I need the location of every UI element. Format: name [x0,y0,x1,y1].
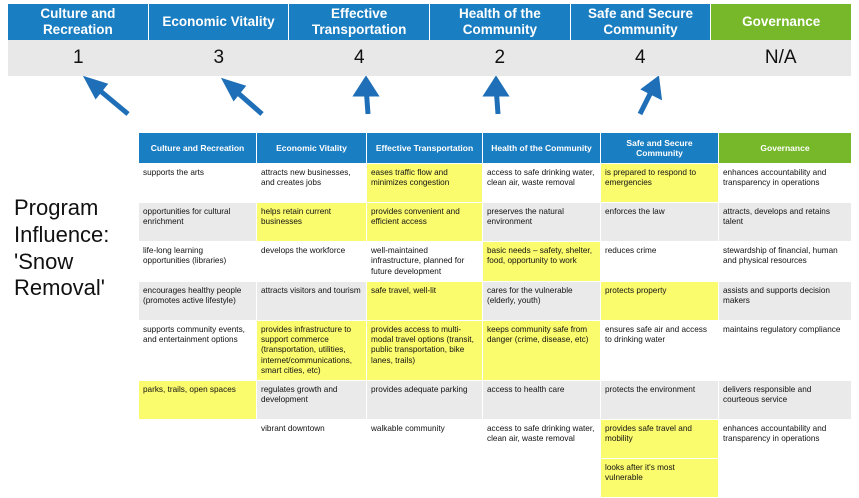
matrix-cell: provides convenient and efficient access [367,203,483,242]
pillar-score-cell: 2 [494,47,506,68]
arrow-head-health [487,80,505,94]
matrix-cell: enhances accountability and transparency in operations [719,420,852,459]
matrix-cell: vibrant downtown [257,420,367,459]
matrix-cell: parks, trails, open spaces [139,381,257,420]
pillar-header-band [8,4,851,40]
matrix-cell: attracts visitors and tourism [257,281,367,320]
matrix-cell: safe travel, well-lit [367,281,483,320]
matrix-cell: looks after it's most vulnerable [601,459,719,498]
matrix-cell: enforces the law [601,203,719,242]
matrix-cell: provides infrastructure to support commerce (transportation, utilities, internet/communications, smart cities, etc) [257,320,367,380]
matrix-cell: stewardship of financial, human and physical resources [719,242,852,282]
matrix-row [139,320,852,380]
matrix-cell [139,420,257,459]
matrix-cell: delivers responsible and courteous service [719,381,852,420]
matrix-column-header: Health of the Community [483,133,601,164]
matrix-row [139,281,852,320]
matrix-cell [367,459,483,498]
matrix-column-header: Safe and Secure Community [601,133,719,164]
matrix-cell: provides safe travel and mobility [601,420,719,459]
matrix-cell: encourages healthy people (promotes active lifestyle) [139,281,257,320]
matrix-cell: provides access to multi-modal travel options (transit, public transportation, bike lanes, trails) [367,320,483,380]
matrix-cell: supports community events, and entertainment options [139,320,257,380]
matrix-cell: eases traffic flow and minimizes congestion [367,164,483,203]
program-influence-caption: Program Influence: 'Snow Removal' [14,195,110,301]
matrix-row [139,203,852,242]
pillar-score-cell: 4 [353,47,365,68]
matrix-column-header: Culture and Recreation [139,133,257,164]
matrix-cell: basic needs – safety, shelter, food, opportunity to work [483,242,601,282]
matrix-cell [257,459,367,498]
matrix-row [139,164,852,203]
matrix-cell: is prepared to respond to emergencies [601,164,719,203]
matrix-cell: provides adequate parking [367,381,483,420]
pillar-header-cell: Culture and Recreation [8,4,149,40]
matrix-row [139,459,852,498]
matrix-header-row [139,133,852,164]
matrix-cell: keeps community safe from danger (crime, disease, etc) [483,320,601,380]
matrix-row [139,242,852,282]
matrix-cell: well-maintained infrastructure, planned for future development [367,242,483,282]
pillar-score-band [8,40,851,76]
matrix-cell: ensures safe air and access to drinking water [601,320,719,380]
pillar-score-cell: 3 [213,47,225,68]
matrix-cell [483,459,601,498]
arrow-head-safe [645,80,659,96]
matrix-cell [719,459,852,498]
matrix-cell: maintains regulatory compliance [719,320,852,380]
pillar-header-cell: Economic Vitality [149,4,290,40]
pillar-score-cell: 1 [72,47,84,68]
matrix-cell: protects the environment [601,381,719,420]
matrix-column-header: Economic Vitality [257,133,367,164]
matrix-cell: preserves the natural environment [483,203,601,242]
matrix-row [139,420,852,459]
matrix-cell [139,459,257,498]
pillar-header-cell: Effective Transportation [289,4,430,40]
pillar-header-cell: Governance [711,4,851,40]
pillar-matrix-table [138,132,852,498]
arrow-group [0,76,859,132]
pillar-score-cell: N/A [764,47,797,68]
matrix-cell: opportunities for cultural enrichment [139,203,257,242]
matrix-cell: access to safe drinking water, clean air, waste removal [483,164,601,203]
matrix-cell: attracts, develops and retains talent [719,203,852,242]
matrix-cell: protects property [601,281,719,320]
matrix-cell: access to safe drinking water, clean air, waste removal [483,420,601,459]
matrix-cell: access to health care [483,381,601,420]
pillar-header-cell: Health of the Community [430,4,571,40]
pillar-header-cell: Safe and Secure Community [571,4,712,40]
matrix-cell: enhances accountability and transparency in operations [719,164,852,203]
matrix-cell: assists and supports decision makers [719,281,852,320]
matrix-body [139,164,852,498]
matrix-cell: cares for the vulnerable (elderly, youth) [483,281,601,320]
matrix-cell: regulates growth and development [257,381,367,420]
pillar-score-cell: 4 [634,47,646,68]
matrix-cell: attracts new businesses, and creates jobs [257,164,367,203]
matrix-column-header: Governance [719,133,852,164]
matrix-cell: develops the workforce [257,242,367,282]
arrow-head-transport [357,80,375,94]
matrix-column-header: Effective Transportation [367,133,483,164]
matrix-cell: walkable community [367,420,483,459]
matrix-cell: reduces crime [601,242,719,282]
matrix-row [139,381,852,420]
matrix-cell: supports the arts [139,164,257,203]
matrix-cell: life-long learning opportunities (libraries) [139,242,257,282]
matrix-cell: helps retain current businesses [257,203,367,242]
